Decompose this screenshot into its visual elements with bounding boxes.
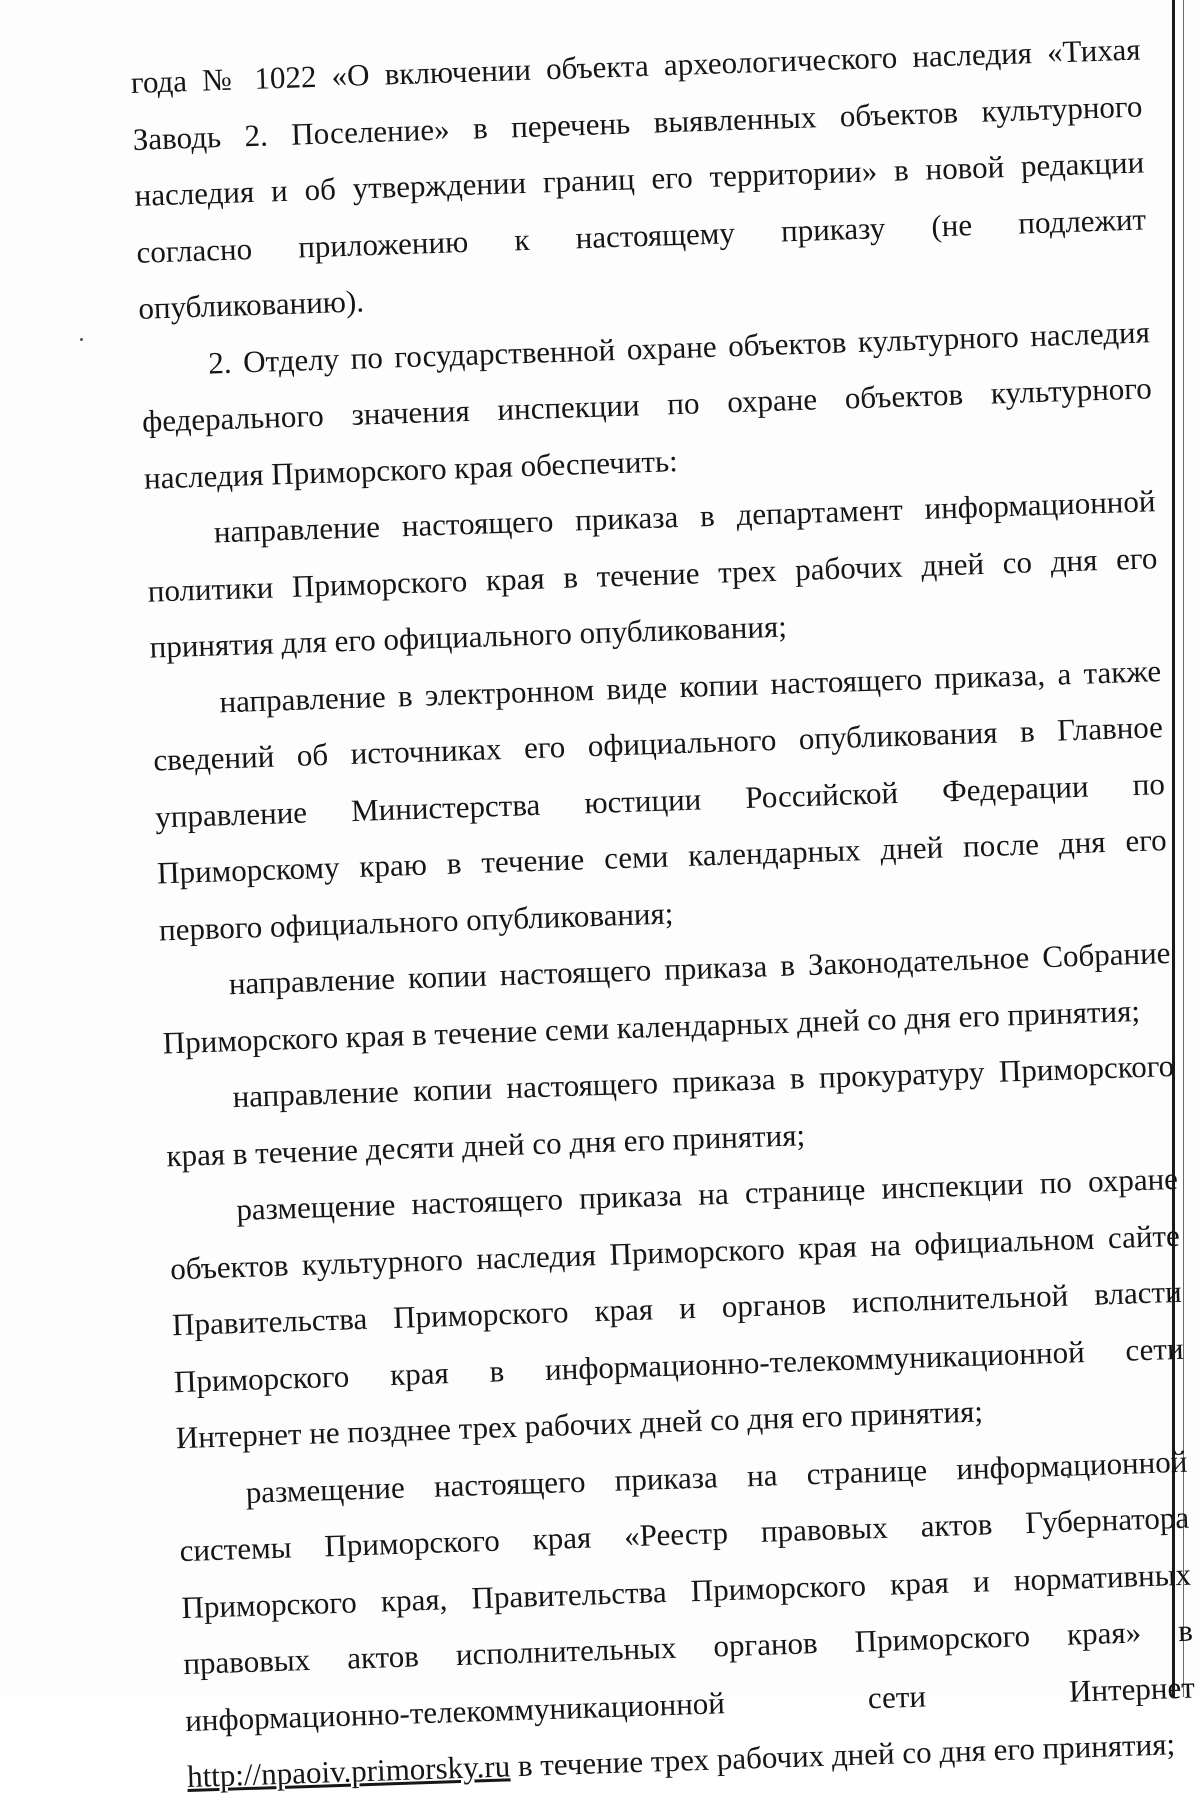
paragraph-send-ministry-justice: направление в электронном виде копии настоящего приказа, а также сведений об источниках его официального опубликования в Главное управление Министерства юстиции Российской Федерации по Приморскому краю в течение семи календарных дней после дня его первого официального опубликования; [152, 652, 1168, 948]
paragraph-continuation: года № 1022 «О включении объекта археологического наследия «Тихая Заводь 2. Поселение» в перечень выявленных объектов культурного наследия и об утверждении границ его территории» в новой редакции согласно приложению к настоящему приказу (не подлежит опубликованию). [130, 31, 1147, 326]
registry-text-before-link: размещение настоящего приказа на странице информационной системы Приморского края «Реестр правовых актов Губернатора Приморского края, Правительства Приморского края и нормативных правовых актов исполнительных органов Приморского края» в информационно-телекоммуникационной сети Интернет [179, 1443, 1196, 1738]
paragraph-item-2: 2. Отделу по государственной охране объектов культурного наследия федерального значения инспекции по охране объектов культурного наследия Приморского края обеспечить: [141, 313, 1153, 496]
registry-text-after-link: в течение трех рабочих дней со дня его принятия; [509, 1726, 1176, 1784]
registry-url-link[interactable]: http://npaoiv.primorsky.ru [186, 1748, 511, 1795]
paragraph-send-prosecutor: направление копии настоящего приказа в прокуратуру Приморского края в течение десяти дней со дня его принятия; [165, 1047, 1175, 1173]
document-body [130, 22, 1198, 1806]
paragraph-send-info-policy: направление настоящего приказа в департамент информационной политики Приморского края в течение трех рабочих дней со дня его принятия для его официального опубликования; [147, 483, 1158, 665]
paragraph-publish-inspection-page: размещение настоящего приказа на странице инспекции по охране объектов культурного наследия Приморского края на официальном сайте Правительства Приморского края и органов исполнительной власти Приморского края в информационно-телекоммуникационной сети Интернет не позднее трех рабочих дней со дня его принятия; [169, 1160, 1185, 1456]
paragraph-publish-registry [177, 1433, 1198, 1805]
scan-speck [80, 338, 83, 341]
paragraph-send-legislative-assembly: направление копии настоящего приказа в Законодательное Собрание Приморского края в течение семи календарных дней со дня его принятия; [162, 935, 1171, 1060]
